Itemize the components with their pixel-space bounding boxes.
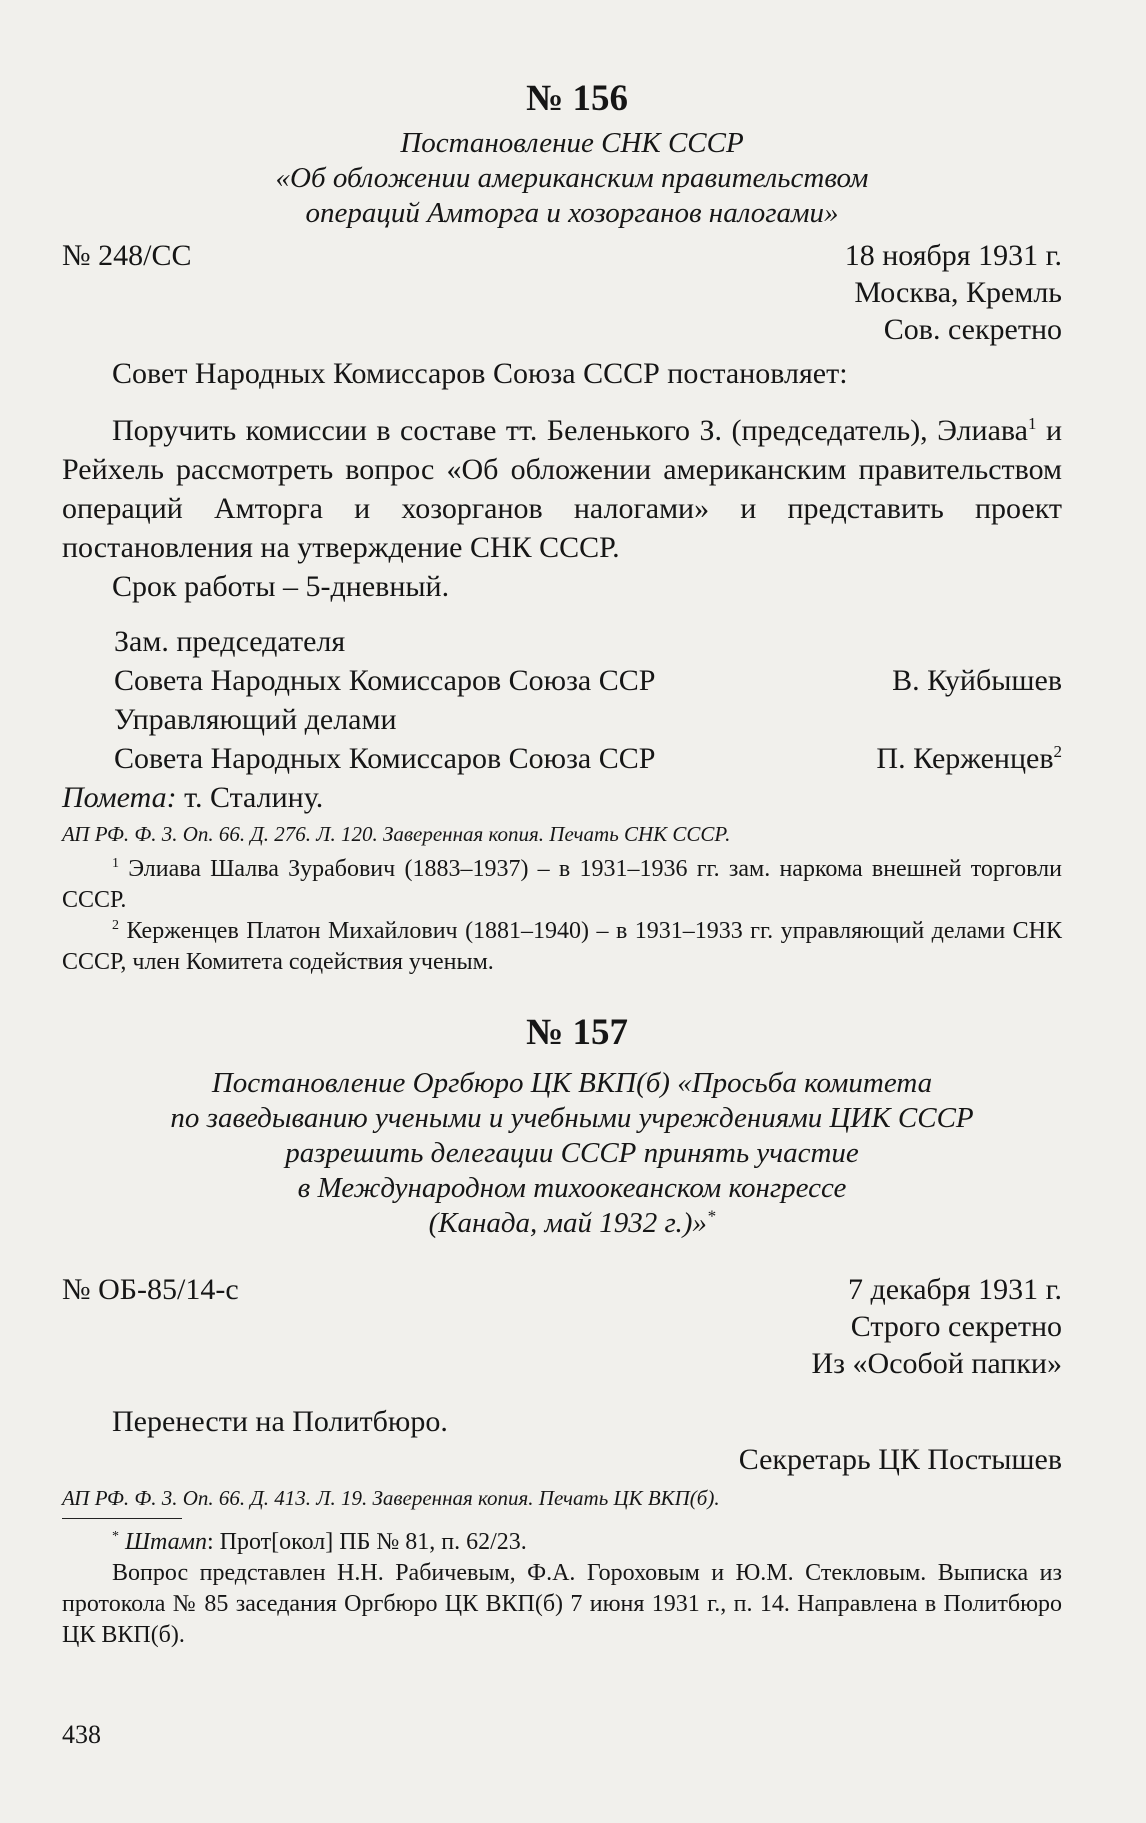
doc157-heading xyxy=(82,1066,1062,1241)
doc156-number: № 156 xyxy=(526,78,628,119)
stamp-label: Штамп xyxy=(125,1529,207,1555)
doc156-body-part2: и Рейхель рассмотреть вопрос «Об обложении американским правительством операций Амторга и хозорганов налогами» и представить проект постановления на утверждение СНК СССР. xyxy=(62,414,1062,564)
doc157-title-mark: * xyxy=(706,1206,716,1226)
signer1-name: В. Куйбышев xyxy=(892,664,1062,697)
page-number: 438 xyxy=(62,1720,101,1749)
doc156-meta-row xyxy=(62,237,1062,274)
doc156-footnote1 xyxy=(62,854,1062,916)
stamp-text: : Прот[окол] ПБ № 81, п. 62/23. xyxy=(206,1529,527,1555)
signer1-title2: Совета Народных Комиссаров Союза ССР xyxy=(114,664,656,697)
doc156-date: 18 ноября 1931 г. xyxy=(844,239,1062,272)
footnote2-mark: 2 xyxy=(112,918,119,933)
doc157-date: 7 декабря 1931 г. xyxy=(848,1273,1062,1306)
doc157-title-line1: Постановление Оргбюро ЦК ВКП(б) «Просьба комитета xyxy=(211,1067,933,1099)
footnote-ref-2: 2 xyxy=(1053,742,1062,761)
doc156-title-line2: операций Амторга и хозорганов налогами» xyxy=(305,197,839,229)
doc157-title-line3: разрешить делегации СССР принять участие xyxy=(285,1137,859,1169)
doc156-signers xyxy=(62,622,1062,778)
doc156-body xyxy=(62,411,1062,567)
doc157-stamp xyxy=(62,1527,1062,1558)
footnote-ref-1: 1 xyxy=(1027,414,1037,433)
signer2-title2: Совета Народных Комиссаров Союза ССР xyxy=(114,742,656,775)
doc157-title-line5-wrap xyxy=(82,1206,1062,1241)
footnote1-mark: 1 xyxy=(112,856,119,871)
doc157-reg-number: № ОБ-85/14-с xyxy=(62,1273,239,1306)
doc157-title-line2: по заведыванию учеными и учебными учреждениями ЦИК СССР xyxy=(170,1102,974,1134)
doc157-source: АП РФ. Ф. 3. Оп. 66. Д. 413. Л. 19. Заверенная копия. Печать ЦК ВКП(б). xyxy=(62,1486,720,1510)
signer2-name: П. Керженцев xyxy=(876,742,1054,775)
footnote1-text: Элиава Шалва Зурабович (1883–1937) – в 1931–1936 гг. зам. наркома внешней торговли СССР. xyxy=(62,856,1062,913)
doc157-folder: Из «Особой папки» xyxy=(811,1347,1062,1380)
doc156-secrecy: Сов. секретно xyxy=(883,313,1062,346)
signer2-title1: Управляющий делами xyxy=(114,703,397,736)
doc156-type: Постановление СНК СССР xyxy=(400,127,744,159)
signer1-title1: Зам. председателя xyxy=(114,625,346,658)
doc156-heading xyxy=(82,126,1062,231)
doc156-footnote2 xyxy=(62,916,1062,978)
doc157-number: № 157 xyxy=(526,1012,628,1053)
doc157-secrecy: Строго секретно xyxy=(850,1310,1062,1343)
doc156-note xyxy=(62,778,1062,818)
note-label: Помета: xyxy=(62,781,177,814)
doc157-meta-row xyxy=(62,1271,1062,1308)
doc157-footnote: Вопрос представлен Н.Н. Рабичевым, Ф.А. Гороховым и Ю.М. Стекловым. Выписка из протокола № 85 заседания Оргбюро ЦК ВКП(б) 7 июня 1931 г., п. 14. Направлена в Политбюро ЦК ВКП(б). xyxy=(62,1560,1062,1648)
doc156-reg-number: № 248/СС xyxy=(62,239,192,272)
doc156-place: Москва, Кремль xyxy=(854,276,1062,309)
doc156-body-part1: Поручить комиссии в составе тт. Беленького З. (председатель), Элиава xyxy=(112,414,1028,447)
note-text: т. Сталину. xyxy=(176,781,324,814)
footnote-separator xyxy=(62,1518,182,1519)
doc156-title-line1: «Об обложении американским правительством xyxy=(275,162,869,194)
doc157-signature: Секретарь ЦК Постышев xyxy=(738,1443,1062,1476)
doc157-decision: Перенести на Политбюро. xyxy=(112,1405,448,1438)
signer1-row xyxy=(114,661,1062,700)
doc156-term: Срок работы – 5-дневный. xyxy=(112,570,450,603)
text-column xyxy=(62,78,1062,1651)
doc157-footnote-mark: * xyxy=(112,1529,119,1544)
doc156-preamble: Совет Народных Комиссаров Союза СССР постановляет: xyxy=(112,357,848,390)
signer2-name-wrap xyxy=(876,739,1062,778)
doc156-source: АП РФ. Ф. 3. Оп. 66. Д. 276. Л. 120. Заверенная копия. Печать СНК СССР. xyxy=(62,822,731,846)
signer2-row xyxy=(114,739,1062,778)
doc157-title-line5: (Канада, май 1932 г.)» xyxy=(428,1207,707,1239)
doc157-title-line4: в Международном тихоокеанском конгрессе xyxy=(297,1172,847,1204)
footnote2-text: Керженцев Платон Михайлович (1881–1940) – в 1931–1933 гг. управляющий делами СНК СССР, член Комитета содействия ученым. xyxy=(62,918,1062,975)
